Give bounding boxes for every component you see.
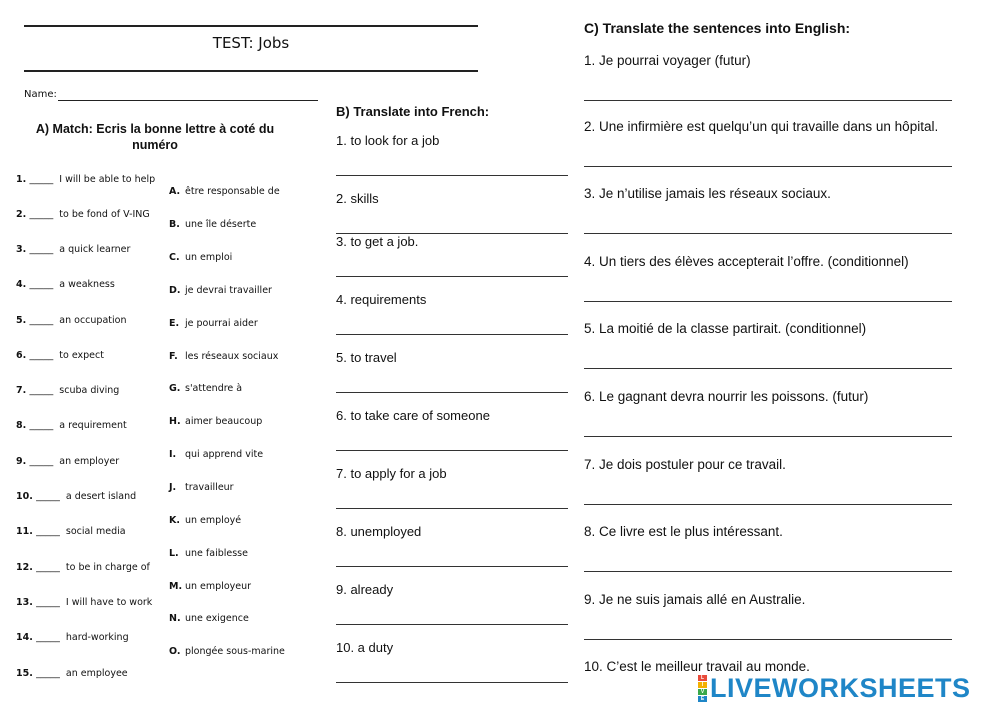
match-item-14 [16,632,129,643]
match-item-text: an employee [65,668,128,679]
translate-french-item-4: 4. requirements [336,292,427,307]
answer-line[interactable] [336,450,568,451]
match-item-number: 10. [16,491,37,502]
option-letter: K. [169,515,180,526]
option-letter: N. [169,613,181,624]
translate-french-item-1: 1. to look for a job [336,133,440,148]
translate-english-item-3: 3. Je n’utilise jamais les réseaux sociaux. [584,186,831,201]
translate-english-item-2: 2. Une infirmière est quelqu’un qui travaille dans un hôpital. [584,119,939,134]
match-item-text: social media [65,526,126,537]
match-answer-blank[interactable]: _____ [29,279,54,290]
answer-line[interactable] [584,233,952,234]
translate-french-item-8: 8. unemployed [336,524,422,539]
option-letter: M. [169,581,183,592]
section-a-title: A) Match: Ecris la bonne lettre à coté du numéro [35,122,275,152]
translate-french-item-6: 6. to take care of someone [336,408,490,423]
match-answer-blank[interactable]: _____ [36,491,60,502]
answer-line[interactable] [336,682,568,683]
match-item-text: an employer [59,456,120,467]
option-c [169,252,232,263]
answer-line[interactable] [336,175,568,176]
option-e [169,318,258,329]
answer-line[interactable] [584,100,952,101]
option-letter: C. [169,252,180,263]
translate-english-item-1: 1. Je pourrai voyager (futur) [584,53,751,68]
match-item-number: 4. [16,279,30,290]
match-answer-blank[interactable]: _____ [29,385,54,396]
match-item-number: 15. [16,668,37,679]
match-item-text: I will have to work [65,597,153,608]
translate-french-item-2: 2. skills [336,191,379,206]
match-item-number: 5. [16,315,30,326]
option-letter: E. [169,318,180,329]
match-item-number: 8. [16,420,30,431]
page-title: TEST: Jobs [212,34,290,52]
option-letter: O. [169,646,181,657]
translate-english-item-8: 8. Ce livre est le plus intéressant. [584,524,783,539]
translate-french-item-3: 3. to get a job. [336,234,419,249]
option-n [169,613,249,624]
translate-english-item-10: 10. C’est le meilleur travail au monde. [584,659,810,674]
match-item-11 [16,526,126,537]
option-text: être responsable de [185,186,280,197]
answer-line[interactable] [336,624,568,625]
option-h [169,416,262,427]
match-item-text: to be in charge of [65,562,150,573]
match-item-13 [16,597,152,608]
match-answer-blank[interactable]: _____ [29,315,54,326]
match-answer-blank[interactable]: _____ [36,526,60,537]
match-item-number: 9. [16,456,30,467]
option-i [169,449,263,460]
match-item-text: an occupation [59,315,127,326]
match-item-6 [16,350,104,361]
answer-line[interactable] [584,368,952,369]
section-c-title: C) Translate the sentences into English: [584,20,851,36]
option-letter: B. [169,219,180,230]
option-m [169,581,251,592]
match-item-7 [16,385,119,396]
option-text: une île déserte [185,219,257,230]
title-underline [24,70,478,72]
match-item-15 [16,668,128,679]
translate-french-item-5: 5. to travel [336,350,397,365]
logo-block: I [698,682,707,688]
match-item-12 [16,562,150,573]
option-g [169,383,242,394]
logo-text: LIVEWORKSHEETS [710,672,971,703]
option-text: je pourrai aider [185,318,258,329]
match-item-text: a quick learner [59,244,131,255]
match-item-text: a weakness [59,279,115,290]
match-item-text: scuba diving [59,385,120,396]
option-text: une faiblesse [185,548,248,559]
option-text: plongée sous-marine [185,646,285,657]
option-f [169,351,278,362]
match-item-text: a requirement [59,420,127,431]
answer-line[interactable] [584,504,952,505]
match-item-number: 12. [16,562,37,573]
logo-block: E [698,696,707,702]
match-answer-blank[interactable]: _____ [29,350,54,361]
translate-french-item-10: 10. a duty [336,640,394,655]
logo-block: L [698,675,707,681]
option-text: un employé [185,515,242,526]
match-answer-blank[interactable]: _____ [36,668,60,679]
answer-line[interactable] [584,301,952,302]
match-item-number: 3. [16,244,30,255]
option-k [169,515,241,526]
option-letter: D. [169,285,181,296]
match-item-9 [16,456,119,467]
translate-english-item-6: 6. Le gagnant devra nourrir les poissons. (futur) [584,389,869,404]
answer-line[interactable] [584,436,952,437]
match-item-3 [16,244,130,255]
match-item-1 [16,174,155,185]
option-letter: G. [169,383,181,394]
option-text: les réseaux sociaux [185,351,279,362]
top-rule [24,25,478,27]
match-item-5 [16,315,126,326]
match-answer-blank[interactable]: _____ [29,244,54,255]
answer-line[interactable] [336,566,568,567]
match-answer-blank[interactable]: _____ [29,420,54,431]
match-answer-blank[interactable]: _____ [29,456,54,467]
match-item-number: 14. [16,632,37,643]
match-answer-blank[interactable]: _____ [29,174,54,185]
option-text: une exigence [185,613,249,624]
option-text: un emploi [185,252,233,263]
match-answer-blank[interactable]: _____ [36,632,60,643]
option-j [169,482,234,493]
answer-line[interactable] [584,166,952,167]
option-text: je devrai travailler [185,285,272,296]
translate-english-item-5: 5. La moitié de la classe partirait. (conditionnel) [584,321,867,336]
option-l [169,548,248,559]
match-item-number: 13. [16,597,37,608]
match-item-2 [16,209,150,220]
answer-line[interactable] [336,508,568,509]
match-item-number: 6. [16,350,30,361]
match-item-10 [16,491,136,502]
option-text: s'attendre à [185,383,243,394]
match-item-text: to expect [59,350,104,361]
option-text: aimer beaucoup [185,416,263,427]
option-letter: I. [169,449,177,460]
match-item-4 [16,279,115,290]
section-b-title: B) Translate into French: [336,104,490,119]
translate-english-item-4: 4. Un tiers des élèves accepterait l’offre. (conditionnel) [584,254,909,269]
answer-line[interactable] [336,334,568,335]
option-letter: L. [169,548,179,559]
name-label: Name: [24,89,57,100]
match-item-text: I will be able to help [59,174,156,185]
match-item-number: 1. [16,174,30,185]
name-field-line[interactable] [58,100,318,101]
answer-line[interactable] [336,276,568,277]
translate-english-item-9: 9. Je ne suis jamais allé en Australie. [584,592,806,607]
option-text: travailleur [185,482,234,493]
option-text: un employeur [185,581,252,592]
option-d [169,285,272,296]
match-item-number: 7. [16,385,30,396]
match-item-number: 11. [16,526,37,537]
match-item-text: a desert island [65,491,137,502]
translate-english-item-7: 7. Je dois postuler pour ce travail. [584,457,786,472]
translate-french-item-9: 9. already [336,582,394,597]
match-item-text: hard-working [65,632,129,643]
logo-mark-icon [698,675,707,702]
match-item-text: to be fond of V-ING [59,209,150,220]
answer-line[interactable] [336,392,568,393]
option-b [169,219,256,230]
answer-line[interactable] [584,571,952,572]
option-letter: A. [169,186,181,197]
match-answer-blank[interactable]: _____ [29,209,54,220]
option-letter: J. [169,482,177,493]
match-answer-blank[interactable]: _____ [36,562,60,573]
answer-line[interactable] [584,639,952,640]
option-o [169,646,285,657]
option-letter: F. [169,351,178,362]
liveworksheets-logo [698,674,971,702]
match-answer-blank[interactable]: _____ [36,597,60,608]
option-text: qui apprend vite [185,449,264,460]
translate-french-item-7: 7. to apply for a job [336,466,447,481]
option-a [169,186,280,197]
logo-block: V [698,689,707,695]
match-item-8 [16,420,127,431]
match-item-number: 2. [16,209,30,220]
option-letter: H. [169,416,181,427]
